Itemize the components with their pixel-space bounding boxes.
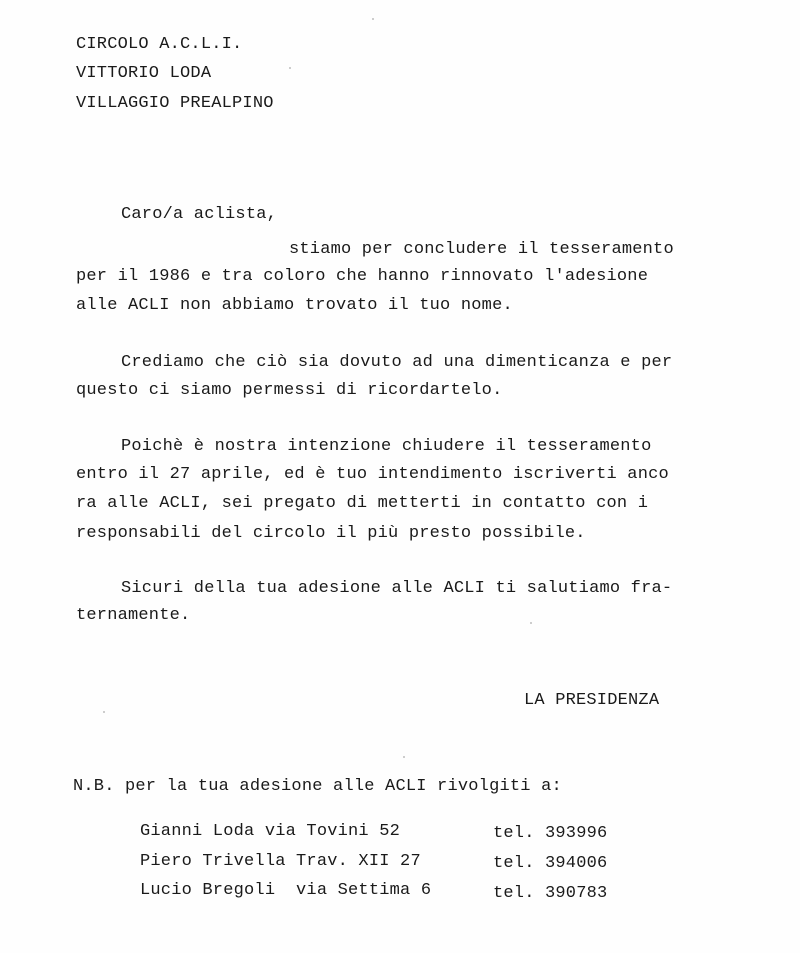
letterhead-line: VILLAGGIO PREALPINO <box>76 94 274 113</box>
body-line: Sicuri della tua adesione alle ACLI ti salutiamo fra- <box>121 579 673 598</box>
body-line: alle ACLI non abbiamo trovato il tuo nome. <box>76 296 513 315</box>
contact-name-address: Lucio Bregoli via Settima 6 <box>140 881 432 900</box>
contact-phone: tel. 393996 <box>493 824 608 843</box>
contact-phone: tel. 394006 <box>493 854 608 873</box>
body-line: Poichè è nostra intenzione chiudere il tesseramento <box>121 437 652 456</box>
contact-phone: tel. 390783 <box>493 884 608 903</box>
signature: LA PRESIDENZA <box>524 691 660 710</box>
letterhead-line: VITTORIO LODA <box>76 64 212 83</box>
paper-speck <box>103 711 105 713</box>
body-line: stiamo per concludere il tesseramento <box>289 240 674 259</box>
body-line: responsabili del circolo il più presto possibile. <box>76 524 586 543</box>
body-line: ra alle ACLI, sei pregato di metterti in contatto con i <box>76 494 649 513</box>
contact-name-address: Piero Trivella Trav. XII 27 <box>140 852 421 871</box>
body-line: questo ci siamo permessi di ricordartelo. <box>76 381 503 400</box>
paper-speck <box>372 18 374 20</box>
nb-note: N.B. per la tua adesione alle ACLI rivolgiti a: <box>73 777 562 796</box>
paper-speck <box>289 67 291 69</box>
letterhead-line: CIRCOLO A.C.L.I. <box>76 35 243 54</box>
body-line: ternamente. <box>76 606 191 625</box>
body-line: per il 1986 e tra coloro che hanno rinnovato l'adesione <box>76 267 649 286</box>
body-line: entro il 27 aprile, ed è tuo intendimento iscriverti anco <box>76 465 669 484</box>
paper-speck <box>403 756 405 758</box>
paper-speck <box>530 622 532 624</box>
body-line: Crediamo che ciò sia dovuto ad una dimenticanza e per <box>121 353 673 372</box>
salutation: Caro/a aclista, <box>121 205 278 224</box>
contact-name-address: Gianni Loda via Tovini 52 <box>140 822 401 841</box>
